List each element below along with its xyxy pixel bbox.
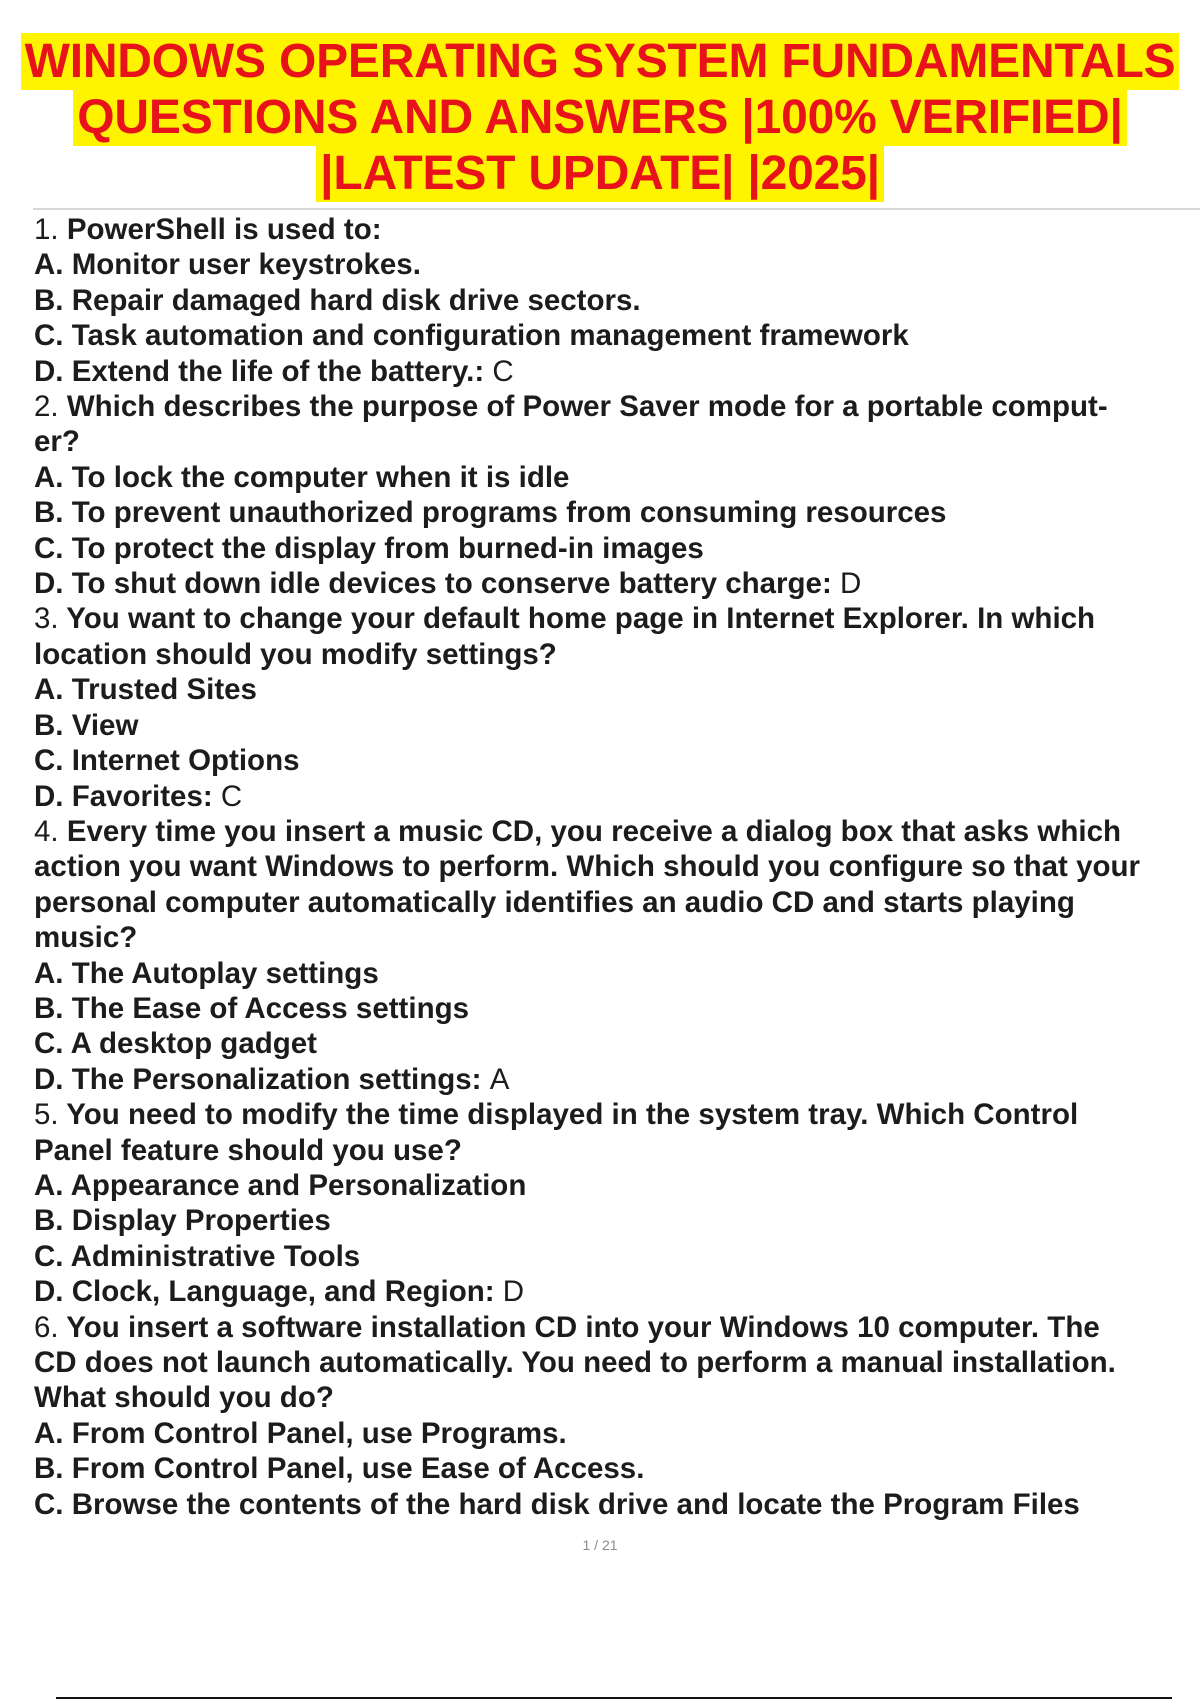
question-number: 4. bbox=[34, 814, 59, 848]
option: A. From Control Panel, use Programs. bbox=[34, 1416, 567, 1450]
question-text: 6. You insert a software installation CD into your Windows 10 computer. The bbox=[34, 1310, 1100, 1344]
option: C. Task automation and configuration management framework bbox=[34, 319, 909, 353]
question-item bbox=[34, 389, 1194, 601]
option: D. To shut down idle devices to conserve battery charge: D bbox=[34, 567, 862, 601]
option: B. View bbox=[34, 708, 139, 742]
question-item bbox=[34, 212, 1194, 389]
option: D. Extend the life of the battery.: C bbox=[34, 354, 514, 388]
option: C. Administrative Tools bbox=[34, 1239, 361, 1273]
title-divider bbox=[33, 208, 1200, 210]
answer: A bbox=[489, 1062, 510, 1096]
option: A. Monitor user keystrokes. bbox=[34, 248, 421, 282]
question-text: music? bbox=[34, 921, 138, 955]
option: B. From Control Panel, use Ease of Access. bbox=[34, 1452, 645, 1486]
title-line: QUESTIONS AND ANSWERS |100% VERIFIED| bbox=[0, 90, 1200, 146]
question-item bbox=[34, 1097, 1194, 1309]
title-line: |LATEST UPDATE| |2025| bbox=[0, 146, 1200, 202]
question-text: 2. Which describes the purpose of Power Saver mode for a portable comput- bbox=[34, 390, 1108, 424]
question-number: 2. bbox=[34, 390, 59, 424]
question-item bbox=[34, 814, 1194, 1097]
question-number: 5. bbox=[34, 1098, 59, 1132]
question-item bbox=[34, 601, 1194, 813]
question-item bbox=[34, 1310, 1194, 1522]
question-text: er? bbox=[34, 425, 80, 459]
question-text: 5. You need to modify the time displayed in the system tray. Which Control bbox=[34, 1098, 1079, 1132]
option: D. Clock, Language, and Region: D bbox=[34, 1275, 525, 1309]
question-list bbox=[34, 212, 1194, 1522]
option: B. To prevent unauthorized programs from consuming resources bbox=[34, 496, 947, 530]
option: C. Internet Options bbox=[34, 744, 300, 778]
option: B. Display Properties bbox=[34, 1204, 331, 1238]
option: C. Browse the contents of the hard disk drive and locate the Program Files bbox=[34, 1487, 1080, 1521]
option: C. To protect the display from burned-in images bbox=[34, 531, 704, 565]
option: C. A desktop gadget bbox=[34, 1027, 318, 1061]
answer: D bbox=[502, 1275, 525, 1309]
question-text: 4. Every time you insert a music CD, you receive a dialog box that asks which bbox=[34, 814, 1121, 848]
question-text: action you want Windows to perform. Which should you configure so that your bbox=[34, 850, 1140, 884]
option: D. Favorites: C bbox=[34, 779, 243, 813]
question-text: 1. PowerShell is used to: bbox=[34, 213, 382, 246]
answer: C bbox=[220, 779, 243, 813]
document-title bbox=[0, 34, 1200, 202]
option: B. Repair damaged hard disk drive sectors. bbox=[34, 283, 641, 317]
question-number: 1. bbox=[34, 213, 59, 246]
option: A. The Autoplay settings bbox=[34, 956, 379, 990]
answer: C bbox=[492, 354, 514, 388]
question-text: 3. You want to change your default home page in Internet Explorer. In which bbox=[34, 602, 1096, 636]
option: A. To lock the computer when it is idle bbox=[34, 460, 570, 494]
question-text: CD does not launch automatically. You need to perform a manual installation. bbox=[34, 1346, 1116, 1379]
answer: D bbox=[840, 567, 862, 601]
option: B. The Ease of Access settings bbox=[34, 991, 470, 1025]
question-number: 6. bbox=[34, 1310, 59, 1344]
option: D. The Personalization settings: A bbox=[34, 1062, 510, 1096]
question-text: What should you do? bbox=[34, 1381, 334, 1415]
title-line: WINDOWS OPERATING SYSTEM FUNDAMENTALS bbox=[0, 34, 1200, 90]
question-number: 3. bbox=[34, 602, 59, 636]
question-text: location should you modify settings? bbox=[34, 637, 557, 671]
question-text: Panel feature should you use? bbox=[34, 1133, 462, 1167]
page-number: 1 / 21 bbox=[582, 1537, 618, 1553]
option: A. Appearance and Personalization bbox=[34, 1168, 527, 1202]
footer-divider bbox=[56, 1697, 1172, 1699]
option: A. Trusted Sites bbox=[34, 673, 257, 707]
question-text: personal computer automatically identifies an audio CD and starts playing bbox=[34, 885, 1075, 919]
